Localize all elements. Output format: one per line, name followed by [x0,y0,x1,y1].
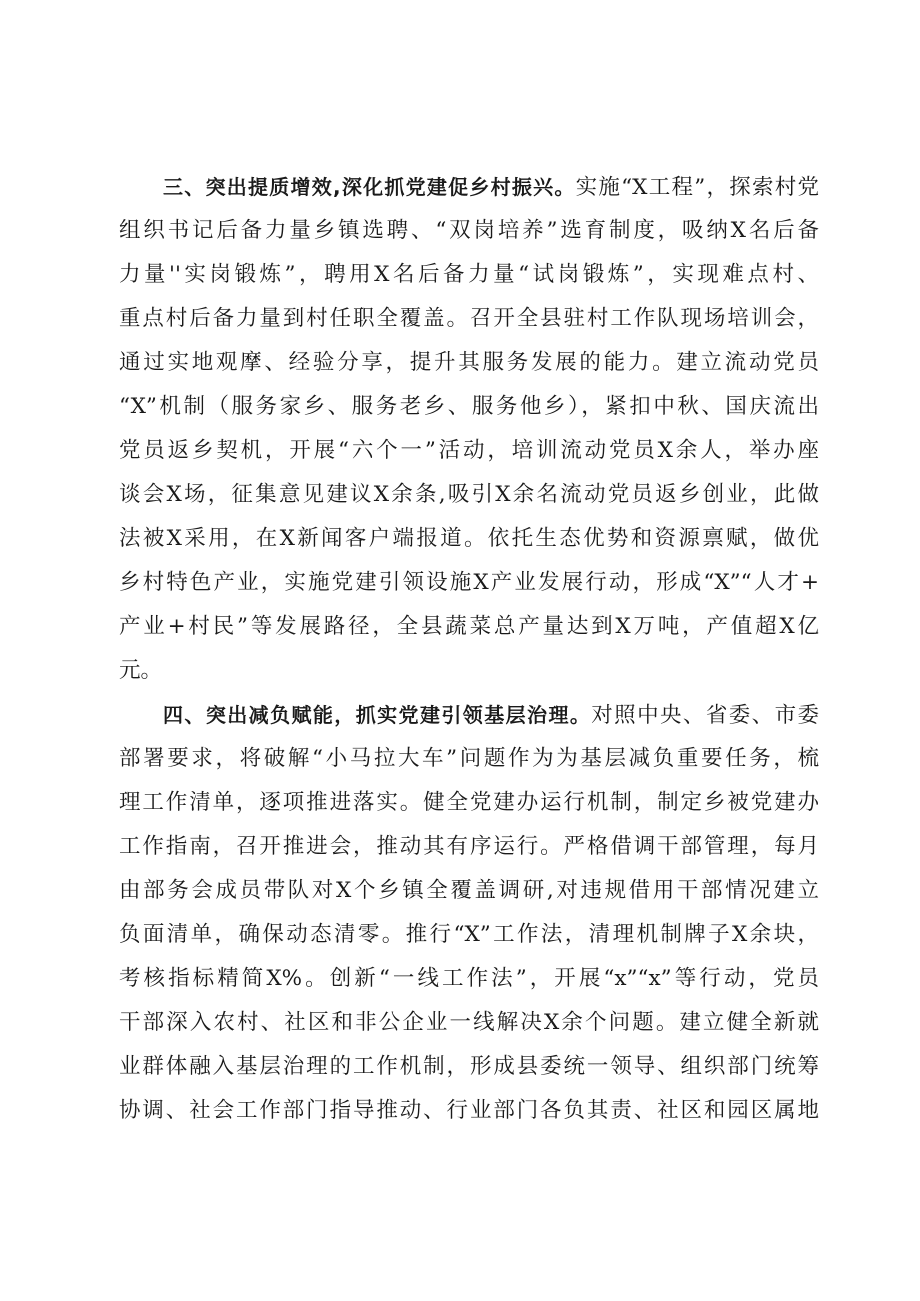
paragraph-4-heading: 四、突出减负赋能，抓实党建引领基层治理。 [163,703,592,727]
paragraph-4-line-1 [163,693,819,737]
paragraph-4-line-10: 协调、社会工作部门指导推动、行业部门各负其责、社区和园区属地 [119,1098,819,1123]
paragraph-3-line-12: 元。 [119,658,163,683]
paragraph-3-heading: 三、突出提质增效,深化抓党建促乡村振兴。 [163,175,576,199]
paragraph-4-line-8: 干部深入农村、社区和非公企业一线解决X余个问题。建立健全新就 [119,1010,819,1035]
paragraph-3-line-5: 通过实地观摩、经验分享，提升其服务发展的能力。建立流动党员 [119,350,819,375]
paragraph-3-line-11: 产业+村民”等发展路径，全县蔬菜总产量达到X万吨，产值超X亿 [119,614,819,639]
paragraph-3-line-3: 力量''实岗锻炼”，聘用X名后备力量“试岗锻炼”，实现难点村、 [119,262,819,287]
paragraph-3-line-7: 党员返乡契机，开展“六个一”活动，培训流动党员X余人，举办座 [119,438,819,463]
paragraph-3-line-10: 乡村特色产业，实施党建引领设施X产业发展行动，形成“X”“人才+ [119,570,819,595]
paragraph-4-line-6: 负面清单，确保动态清零。推行“X”工作法，清理机制牌子X余块， [119,922,819,947]
paragraph-3-line-1 [163,165,819,209]
paragraph-3-line-8: 谈会X场，征集意见建议X余条,吸引X余名流动党员返乡创业，此做 [119,482,819,507]
paragraph-3-line-6: “X”机制（服务家乡、服务老乡、服务他乡），紧扣中秋、国庆流出 [119,394,819,419]
paragraph-3-line-4: 重点村后备力量到村任职全覆盖。召开全县驻村工作队现场培训会， [119,306,819,331]
paragraph-3-line-2: 组织书记后备力量乡镇选聘、“双岗培养”选育制度，吸纳X名后备 [119,218,819,243]
paragraph-4-line-3: 理工作清单，逐项推进落实。健全党建办运行机制，制定乡被党建办 [119,790,819,815]
paragraph-4-line-7: 考核指标精简X%。创新“一线工作法”，开展“x”“x”等行动，党员 [119,966,819,991]
paragraph-4-line-2: 部署要求，将破解“小马拉大车”问题作为为基层减负重要任务，梳 [119,746,819,771]
paragraph-4-line-9: 业群体融入基层治理的工作机制，形成县委统一领导、组织部门统筹 [119,1054,819,1079]
paragraph-3-text: 实施“X工程”，探索村党 [575,175,819,200]
paragraph-4-line-5: 由部务会成员带队对X个乡镇全覆盖调研,对违规借用干部情况建立 [119,878,819,903]
paragraph-4-text: 对照中央、省委、市委 [591,703,819,728]
paragraph-4-line-4: 工作指南，召开推进会，推动其有序运行。严格借调干部管理，每月 [119,834,819,859]
paragraph-3-line-9: 法被X采用，在X新闻客户端报道。依托生态优势和资源禀赋，做优 [119,526,819,551]
